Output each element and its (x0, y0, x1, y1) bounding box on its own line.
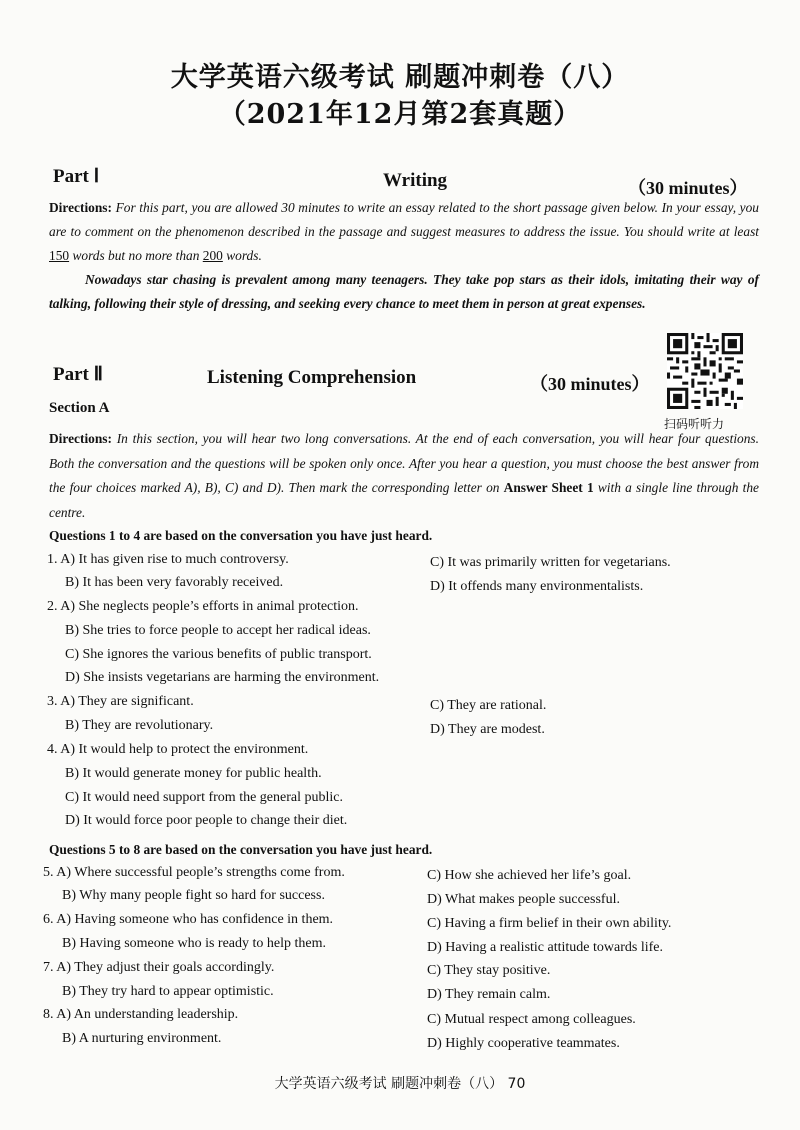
q6-option-a: 6. A) Having someone who has confidence in them. (43, 912, 334, 927)
q7-option-c: C) They stay positive. (427, 963, 551, 978)
part2-directions (49, 427, 759, 525)
part1-time: （30 minutes） (628, 178, 748, 198)
directions-text-a: In this section, you will hear two long conversations. At the end of each conversation, you will hear four questions. Both the conversation and the questions will be spoken only once. After you hear a question, you must choose the best answer from the four choices marked A), B), C) and D). Then mark the corresponding letter on (49, 431, 759, 495)
q1-option-a: 1. A) It has given rise to much controversy. (47, 552, 289, 567)
directions-label: Directions: (49, 200, 112, 215)
part2-name: Listening Comprehension (207, 367, 417, 388)
q3-option-a: 3. A) They are significant. (47, 694, 194, 709)
words-min: 150 (49, 248, 70, 263)
part1-name: Writing (383, 170, 448, 191)
q2-option-c: C) She ignores the various benefits of public transport. (65, 647, 372, 662)
q7-option-a: 7. A) They adjust their goals accordingly. (43, 960, 275, 975)
q8-option-b: B) A nurturing environment. (62, 1031, 222, 1046)
writing-prompt: Nowadays star chasing is prevalent among many teenagers. They take pop stars as their idols, imitating their way of talking, following their style of dressing, and seeking every chance to meet them in person at great expenses. (49, 272, 759, 311)
part1-directions (49, 196, 759, 268)
directions-text-c: words. (222, 248, 262, 263)
q6-option-b: B) Having someone who is ready to help them. (62, 936, 327, 951)
q2-option-b: B) She tries to force people to accept her radical ideas. (65, 623, 371, 638)
q7-option-d: D) They remain calm. (427, 987, 551, 1002)
page-footer: 大学英语六级考试 刷题冲刺卷（八） 70 (274, 1076, 526, 1092)
words-max: 200 (202, 248, 223, 263)
q4-option-b: B) It would generate money for public health. (65, 766, 322, 781)
part1-label: Part Ⅰ (53, 166, 100, 187)
q4-option-c: C) It would need support from the general public. (65, 790, 343, 805)
q2-option-a: 2. A) She neglects people’s efforts in animal protection. (47, 599, 359, 614)
q8-option-a: 8. A) An understanding leadership. (43, 1007, 239, 1022)
q7-option-b: B) They try hard to appear optimistic. (62, 984, 274, 999)
part2-time: （30 minutes） (530, 374, 650, 394)
q1-option-c: C) It was primarily written for vegetarians. (430, 555, 671, 570)
directions-text-b: with a single line through the centre. (49, 480, 759, 520)
questions-1-4-heading: Questions 1 to 4 are based on the conversation you have just heard. (49, 528, 433, 543)
q3-option-d: D) They are modest. (430, 722, 545, 737)
answer-sheet-label: Answer Sheet 1 (503, 480, 594, 495)
q6-option-c: C) Having a firm belief in their own ability. (427, 916, 672, 931)
q3-option-b: B) They are revolutionary. (65, 718, 214, 733)
q5-option-d: D) What makes people successful. (427, 892, 620, 907)
q4-option-a: 4. A) It would help to protect the environment. (47, 742, 309, 757)
q1-option-d: D) It offends many environmentalists. (430, 579, 644, 594)
qr-caption: 扫码听听力 (664, 417, 725, 431)
questions-5-8-heading: Questions 5 to 8 are based on the conversation you have just heard. (49, 842, 433, 857)
section-a-heading: Section A (49, 400, 110, 416)
q5-option-a: 5. A) Where successful people’s strengths come from. (43, 865, 345, 880)
part2-label: Part Ⅱ (53, 364, 103, 385)
q8-option-c: C) Mutual respect among colleagues. (427, 1012, 636, 1027)
q5-option-b: B) Why many people fight so hard for success. (62, 888, 325, 903)
q2-option-d: D) She insists vegetarians are harming the environment. (65, 670, 380, 685)
directions-label: Directions: (49, 431, 112, 446)
q3-option-c: C) They are rational. (430, 698, 547, 713)
qr-code-icon (667, 333, 743, 409)
q6-option-d: D) Having a realistic attitude towards life. (427, 940, 663, 955)
q5-option-c: C) How she achieved her life’s goal. (427, 868, 632, 883)
page-subtitle: （2021年12月第2套真题） (218, 99, 582, 130)
directions-text-a: For this part, you are allowed 30 minutes to write an essay related to the short passage given below. In your essay, you are to comment on the phenomenon described in the passage and suggest measures to address the issue. You should write at least (49, 200, 759, 239)
q1-option-b: B) It has been very favorably received. (65, 575, 284, 590)
page-title: 大学英语六级考试 刷题冲刺卷（八） (170, 62, 630, 93)
directions-text-b: words but no more than (69, 248, 203, 263)
q4-option-d: D) It would force poor people to change their diet. (65, 813, 348, 828)
q8-option-d: D) Highly cooperative teammates. (427, 1036, 620, 1051)
